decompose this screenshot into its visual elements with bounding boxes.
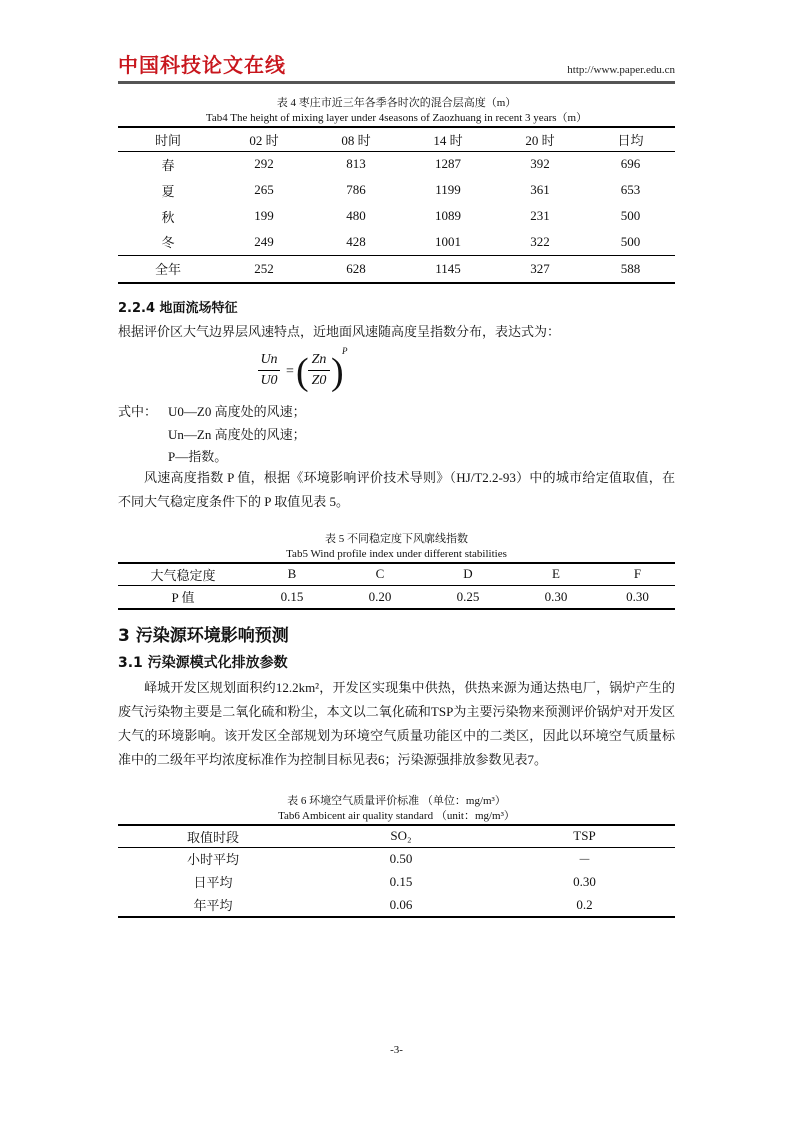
section-224-paragraph: 风速高度指数 P 值，根据《环境影响评价技术导则》（HJ/T2.2-93）中的城市给定值取值，在不同大气稳定度条件下的 P 取值见表 5。 — [118, 470, 675, 509]
table6-header-cell: 取值时段 — [186, 829, 239, 845]
table-cell: 1199 — [435, 182, 461, 197]
table-cell: 249 — [254, 233, 274, 249]
table-cell: 0.30 — [626, 588, 649, 604]
journal-logo — [118, 52, 286, 78]
header-url[interactable]: http://www.paper.edu.cn — [567, 64, 675, 76]
section-heading-3: 3 污染源环境影响预测 — [118, 626, 289, 646]
table5 — [118, 562, 675, 610]
table-cell: 327 — [530, 260, 550, 276]
table-cell: 500 — [620, 208, 641, 223]
table6-header-row — [118, 825, 675, 847]
table-cell: 653 — [620, 182, 641, 197]
section-heading-224: 2.2.4 地面流场特征 — [118, 301, 238, 316]
table-cell: 0.20 — [368, 588, 392, 604]
table-cell: 480 — [346, 208, 366, 223]
table-row — [118, 177, 675, 203]
table-cell: 全年 — [154, 262, 181, 278]
table6-caption-en: Tab6 Ambicent air quality standard （unit：mg/m³） — [278, 810, 515, 822]
table5-header-cell: 大气稳定度 — [150, 567, 216, 583]
table4-header-cell: 02 时 — [249, 132, 279, 148]
table-cell: 696 — [620, 156, 641, 172]
where-label: 式中： — [118, 404, 158, 419]
table5-header-cell: E — [552, 566, 560, 582]
right-paren: ) — [331, 351, 344, 393]
table-cell: 春 — [161, 157, 175, 173]
section-31-paragraph: 峄城开发区规划面积约12.2km²，开发区实现集中供热，供热来源为通达热电厂，锅炉产生的废气污染物主要是二氧化硫和粉尘，本文以二氧化硫和TSP为主要污染物来预测评价锅炉对开发区大气的环境影响。该开发区全部规划为环境空气质量功能区中的二类区，因此以环境空气质量标准中的二级年平均浓度标准作为控制目标见表6；污染源强排放参数见表7。 — [118, 680, 675, 767]
table-cell: 392 — [530, 156, 550, 172]
table4-header-cell: 20 时 — [525, 132, 555, 148]
table-cell: 1001 — [435, 233, 461, 249]
table4-header-row — [118, 127, 675, 151]
table-cell: 1145 — [435, 260, 461, 276]
formula-lhs-denominator: U0 — [260, 373, 278, 388]
section-224-intro: 根据评价区大气边界层风速特点，近地面风速随高度呈指数分布，表达式为： — [118, 324, 561, 339]
table6 — [118, 824, 675, 918]
table4-caption-en: Tab4 The height of mixing layer under 4seasons of Zaozhuang in recent 3 years（m） — [205, 112, 588, 124]
table-cell: － — [577, 852, 591, 868]
table-cell: 0.2 — [576, 896, 593, 912]
table-cell: 小时平均 — [186, 852, 239, 868]
table-cell: P 值 — [171, 590, 195, 606]
section-heading-31: 3.1 污染源模式化排放参数 — [118, 655, 288, 671]
formula-rhs-denominator: Z0 — [311, 373, 327, 388]
table-cell: 0.30 — [573, 873, 596, 889]
table6-header-cell: SO₂ — [390, 828, 412, 844]
table-cell: 428 — [346, 233, 366, 249]
wind-profile-formula — [258, 346, 358, 398]
table-cell: 0.06 — [389, 896, 413, 912]
table-cell: 813 — [346, 156, 366, 172]
table-cell: 252 — [254, 260, 274, 276]
formula-equals: = — [286, 364, 294, 379]
table-cell: 0.30 — [544, 588, 568, 604]
table-row — [118, 893, 675, 917]
table5-caption-cn: 表 5 不同稳定度下风廓线指数 — [325, 533, 468, 545]
table5-header-cell: B — [287, 566, 297, 582]
table-cell: 199 — [254, 208, 274, 223]
formula-rhs-numerator: Zn — [311, 352, 327, 367]
where-line: Un—Zn 高度处的风速； — [168, 427, 306, 442]
logo-text: 中国科技论文在线 — [118, 53, 286, 77]
where-line: U0—Z0 高度处的风速； — [168, 404, 306, 419]
table-cell: 0.15 — [389, 873, 413, 889]
table5-header-cell: D — [463, 566, 473, 582]
table-cell: 1089 — [435, 208, 461, 223]
table-cell: 292 — [254, 156, 274, 172]
table5-header-row — [118, 563, 675, 585]
table-cell: 231 — [530, 208, 550, 223]
table-cell: 628 — [346, 260, 366, 276]
table5-header-cell: F — [633, 566, 642, 582]
table4 — [118, 126, 675, 284]
table4-total-row — [118, 255, 675, 283]
formula-lhs-numerator: Un — [260, 352, 278, 367]
table4-caption-cn: 表 4 枣庄市近三年各季各时次的混合层高度（m） — [276, 97, 517, 109]
table-cell: 年平均 — [193, 898, 233, 913]
formula-lhs — [258, 352, 280, 389]
table4-header-cell: 14 时 — [433, 132, 463, 148]
table4-header-cell: 时间 — [154, 132, 181, 148]
table-cell: 361 — [530, 182, 550, 197]
where-line: P—指数。 — [168, 449, 228, 464]
table-cell: 786 — [346, 182, 366, 197]
table6-caption-cn: 表 6 环境空气质量评价标准 （单位：mg/m³） — [287, 795, 506, 807]
table-cell: 1287 — [435, 156, 461, 172]
table4-header-cell: 08 时 — [341, 132, 371, 148]
table-cell: 0.25 — [456, 588, 480, 604]
table-cell: 500 — [620, 233, 641, 249]
page-number: -3- — [390, 1044, 403, 1056]
table-cell: 588 — [620, 260, 641, 276]
table-cell: 秋 — [161, 209, 175, 225]
table6-header-cell: TSP — [573, 828, 596, 844]
formula-exponent: P — [342, 346, 348, 356]
header-divider — [118, 81, 675, 84]
table-cell: 322 — [530, 233, 550, 249]
table4-header-cell: 日均 — [617, 132, 644, 148]
table-cell: 0.50 — [389, 850, 413, 866]
table-cell: 0.15 — [280, 588, 304, 604]
table-row — [118, 151, 675, 177]
table-cell: 冬 — [161, 235, 175, 251]
table5-header-cell: C — [375, 566, 385, 582]
table-cell: 夏 — [161, 183, 175, 199]
table5-caption-en: Tab5 Wind profile index under different stabilities — [286, 548, 507, 560]
table-row — [118, 847, 675, 870]
table-row — [118, 229, 675, 255]
fraction-bar — [308, 370, 330, 371]
fraction-bar — [258, 370, 280, 371]
table-row — [118, 585, 675, 609]
table-cell: 265 — [254, 182, 274, 197]
table-row — [118, 203, 675, 229]
table-row — [118, 870, 675, 893]
left-paren: ( — [296, 351, 309, 393]
table-cell: 日平均 — [193, 875, 233, 890]
formula-rhs — [308, 352, 330, 389]
